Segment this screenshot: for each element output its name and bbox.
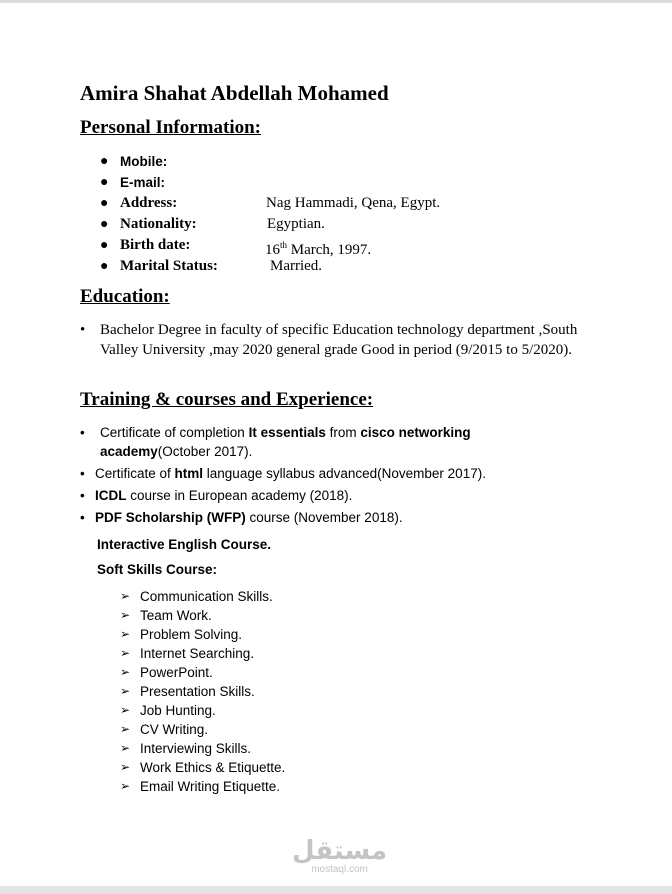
bullet-icon: • bbox=[80, 466, 85, 481]
arrow-bullet-icon: ➢ bbox=[120, 741, 131, 755]
address-value: Nag Hammadi, Qena, Egypt. bbox=[266, 195, 441, 211]
training-item-pdf-scholarship: • PDF Scholarship (WFP) course (November 2018). bbox=[80, 510, 403, 525]
soft-skills-title: Soft Skills Course: bbox=[97, 562, 218, 577]
bullet-icon: • bbox=[80, 425, 85, 440]
marital-status-value: Married. bbox=[270, 258, 323, 274]
bullet-icon: • bbox=[80, 510, 85, 525]
arrow-bullet-icon: ➢ bbox=[120, 722, 131, 736]
bullet-icon: ● bbox=[100, 175, 109, 190]
bullet-icon: • bbox=[80, 488, 85, 503]
bullet-icon: ● bbox=[100, 196, 109, 211]
cv-name: Amira Shahat Abdellah Mohamed bbox=[80, 81, 389, 105]
arrow-bullet-icon: ➢ bbox=[120, 627, 131, 641]
birth-date-value: 16th March, 1997. bbox=[265, 240, 372, 258]
bottom-edge bbox=[0, 886, 672, 894]
education-heading: Education: bbox=[80, 286, 170, 307]
top-edge bbox=[0, 0, 672, 3]
arrow-bullet-icon: ➢ bbox=[120, 589, 131, 603]
education-text: Bachelor Degree in faculty of specific Education technology department ,South Valley University ,may 2020 general grade Good in period (9/2015 to 5/2020). bbox=[100, 322, 578, 358]
arrow-bullet-icon: ➢ bbox=[120, 703, 131, 717]
marital-status-label: Marital Status: bbox=[120, 258, 218, 274]
arrow-bullet-icon: ➢ bbox=[120, 760, 131, 774]
bullet-icon: • bbox=[80, 322, 86, 338]
arrow-bullet-icon: ➢ bbox=[120, 646, 131, 660]
arrow-bullet-icon: ➢ bbox=[120, 684, 131, 698]
birth-date-label: Birth date: bbox=[120, 237, 191, 253]
arrow-bullet-icon: ➢ bbox=[120, 665, 131, 679]
watermark-latin: mostaql.com bbox=[311, 864, 368, 875]
address-label: Address: bbox=[120, 195, 178, 211]
training-item-cisco: • Certificate of completion It essentials from cisco networking academy(October 2017). bbox=[80, 425, 471, 459]
mobile-label: Mobile: bbox=[120, 154, 168, 169]
training-list bbox=[80, 423, 540, 527]
training-heading: Training & courses and Experience: bbox=[80, 389, 374, 410]
personal-info-heading: Personal Information: bbox=[80, 117, 262, 138]
bullet-icon: ● bbox=[100, 238, 109, 253]
bullet-icon: ● bbox=[100, 259, 109, 274]
mostaql-watermark bbox=[292, 838, 387, 876]
training-item-html: • Certificate of html language syllabus advanced(November 2017). bbox=[80, 466, 486, 481]
arrow-bullet-icon: ➢ bbox=[120, 779, 131, 793]
bullet-icon: ● bbox=[100, 154, 109, 169]
email-label: E-mail: bbox=[120, 175, 166, 190]
education-item bbox=[80, 321, 600, 360]
arrow-bullet-icon: ➢ bbox=[120, 608, 131, 622]
interactive-english-course: Interactive English Course. bbox=[97, 537, 272, 552]
nationality-label: Nationality: bbox=[120, 216, 197, 232]
training-item-icdl: • ICDL course in European academy (2018). bbox=[80, 488, 353, 503]
watermark-arabic: مستقل bbox=[292, 836, 388, 866]
nationality-value: Egyptian. bbox=[267, 216, 325, 232]
bullet-icon: ● bbox=[100, 217, 109, 232]
